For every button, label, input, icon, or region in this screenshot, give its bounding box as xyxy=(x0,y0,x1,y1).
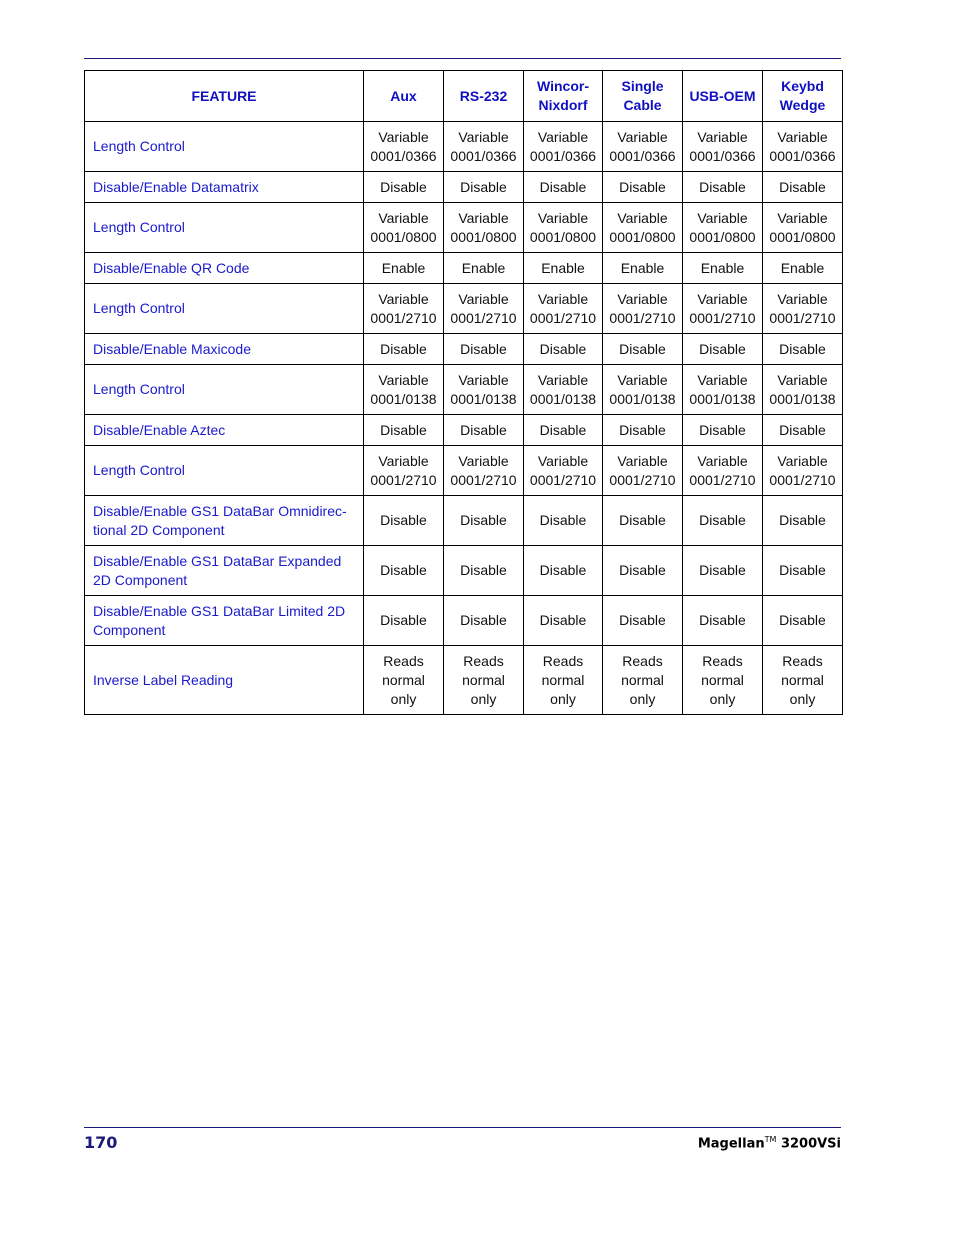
top-rule xyxy=(84,58,841,59)
value-label: Variable 0001/2710 xyxy=(609,290,676,326)
table-body xyxy=(85,122,843,715)
value-label: Disable xyxy=(619,340,666,357)
value-label: Disable xyxy=(539,612,587,628)
value-cell xyxy=(364,203,444,253)
table-row xyxy=(85,646,843,715)
value-cell xyxy=(444,172,524,203)
value-label: Disable xyxy=(380,421,427,438)
value-label: Variable 0001/0366 xyxy=(769,128,836,164)
value-cell xyxy=(524,646,603,715)
value-label: Reads normal only xyxy=(541,652,585,707)
value-cell xyxy=(683,596,763,646)
header-usb-oem-label: USB-OEM xyxy=(689,87,756,104)
value-label: Enable xyxy=(700,259,745,276)
value-label: Variable 0001/0138 xyxy=(769,371,836,407)
bottom-rule xyxy=(84,1127,841,1128)
value-label: Disable xyxy=(460,421,507,438)
feature-link[interactable] xyxy=(85,365,364,415)
value-cell xyxy=(603,122,683,172)
value-cell xyxy=(603,253,683,284)
value-label: Reads normal only xyxy=(382,652,425,707)
value-label: Disable xyxy=(380,178,427,195)
product-name: Magellan xyxy=(697,1136,765,1152)
feature-label[interactable]: Disable/Enable Maxicode xyxy=(93,340,251,357)
feature-label[interactable]: Length Control xyxy=(93,300,185,316)
value-label: Disable xyxy=(779,421,826,438)
value-cell xyxy=(763,284,843,334)
feature-label[interactable]: Disable/Enable QR Code xyxy=(93,259,250,276)
value-label: Disable xyxy=(619,178,666,195)
value-cell xyxy=(364,172,444,203)
table-row xyxy=(85,496,843,546)
value-label: Disable xyxy=(380,512,427,528)
table-row xyxy=(85,546,843,596)
feature-label[interactable]: Disable/Enable Aztec xyxy=(93,421,226,438)
value-cell xyxy=(683,284,763,334)
value-cell xyxy=(364,253,444,284)
value-cell xyxy=(524,415,603,446)
feature-link[interactable] xyxy=(85,172,364,203)
value-cell xyxy=(524,496,603,546)
value-label: Variable 0001/0138 xyxy=(689,371,756,407)
value-label: Disable xyxy=(619,562,666,578)
table-row xyxy=(85,203,843,253)
header-aux-label: Aux xyxy=(390,87,417,104)
value-label: Disable xyxy=(619,612,666,628)
value-label: Disable xyxy=(699,512,746,528)
value-cell xyxy=(444,284,524,334)
value-label: Enable xyxy=(461,259,506,276)
value-label: Disable xyxy=(699,612,746,628)
table-row xyxy=(85,415,843,446)
value-cell xyxy=(524,253,603,284)
feature-link[interactable] xyxy=(85,334,364,365)
value-label: Variable 0001/2710 xyxy=(450,290,517,326)
value-label: Disable xyxy=(619,421,666,438)
value-cell xyxy=(524,284,603,334)
value-cell xyxy=(444,122,524,172)
header-wincor-nixdorf-label: Wincor- Nixdorf xyxy=(537,78,589,113)
header-wincor-nixdorf xyxy=(524,71,603,122)
header-row xyxy=(85,71,843,122)
table-row xyxy=(85,253,843,284)
feature-link[interactable] xyxy=(85,284,364,334)
table-row xyxy=(85,284,843,334)
value-cell xyxy=(763,596,843,646)
value-cell xyxy=(603,496,683,546)
value-label: Variable 0001/0800 xyxy=(769,209,836,245)
value-cell xyxy=(603,172,683,203)
value-label: Reads normal only xyxy=(781,652,824,707)
value-cell xyxy=(364,596,444,646)
value-label: Disable xyxy=(699,178,746,195)
value-label: Variable 0001/0366 xyxy=(689,128,756,164)
value-label: Disable xyxy=(779,562,826,578)
value-cell xyxy=(524,446,603,496)
value-cell xyxy=(364,365,444,415)
feature-link[interactable] xyxy=(85,415,364,446)
value-cell xyxy=(524,365,603,415)
value-label: Variable 0001/0800 xyxy=(529,209,597,245)
value-label: Variable 0001/0366 xyxy=(370,128,437,164)
value-cell xyxy=(683,253,763,284)
value-label: Disable xyxy=(539,562,587,578)
value-cell xyxy=(683,546,763,596)
value-label: Disable xyxy=(539,421,587,438)
value-label: Disable xyxy=(779,512,826,528)
value-label: Disable xyxy=(380,612,427,628)
value-label: Disable xyxy=(699,421,746,438)
table-row xyxy=(85,446,843,496)
value-label: Reads normal only xyxy=(621,652,664,707)
value-cell xyxy=(364,415,444,446)
value-label: Disable xyxy=(380,340,427,357)
value-label: Reads normal only xyxy=(701,652,744,707)
value-cell xyxy=(603,365,683,415)
value-label: Disable xyxy=(779,178,826,195)
value-cell xyxy=(763,334,843,365)
value-label: Disable xyxy=(460,340,507,357)
value-cell xyxy=(524,203,603,253)
feature-label[interactable]: Disable/Enable Datamatrix xyxy=(93,178,259,195)
value-cell xyxy=(683,646,763,715)
value-cell xyxy=(364,446,444,496)
value-cell xyxy=(444,646,524,715)
feature-link[interactable] xyxy=(85,203,364,253)
value-label: Disable xyxy=(460,562,507,578)
feature-link[interactable] xyxy=(85,596,364,646)
value-label: Variable 0001/0138 xyxy=(609,371,676,407)
feature-link[interactable] xyxy=(85,253,364,284)
value-cell xyxy=(444,546,524,596)
value-label: Disable xyxy=(380,562,427,578)
value-cell xyxy=(763,446,843,496)
value-cell xyxy=(683,496,763,546)
value-label: Disable xyxy=(539,512,587,528)
feature-link[interactable] xyxy=(85,646,364,715)
value-label: Enable xyxy=(620,259,665,276)
table-row xyxy=(85,122,843,172)
feature-link[interactable] xyxy=(85,546,364,596)
value-cell xyxy=(763,122,843,172)
feature-label[interactable]: Length Control xyxy=(93,462,185,478)
value-cell xyxy=(763,646,843,715)
value-cell xyxy=(364,496,444,546)
value-cell xyxy=(603,203,683,253)
value-label: Disable xyxy=(779,612,826,628)
value-label: Disable xyxy=(619,512,666,528)
value-label: Enable xyxy=(541,259,585,276)
value-cell xyxy=(444,415,524,446)
value-cell xyxy=(524,172,603,203)
value-cell xyxy=(364,122,444,172)
value-label: Variable 0001/2710 xyxy=(370,452,437,488)
value-cell xyxy=(444,365,524,415)
value-label: Variable 0001/2710 xyxy=(450,452,517,488)
value-label: Variable 0001/0138 xyxy=(450,371,517,407)
value-cell xyxy=(524,122,603,172)
value-cell xyxy=(364,546,444,596)
value-cell xyxy=(763,546,843,596)
value-cell xyxy=(683,122,763,172)
footer-product-name xyxy=(698,1135,841,1151)
feature-label[interactable]: Disable/Enable GS1 DataBar Expanded 2D Component xyxy=(93,552,342,588)
value-cell xyxy=(603,334,683,365)
value-label: Enable xyxy=(381,259,426,276)
header-aux xyxy=(364,71,444,122)
value-cell xyxy=(603,284,683,334)
value-cell xyxy=(444,203,524,253)
value-cell xyxy=(683,172,763,203)
value-label: Variable 0001/0800 xyxy=(689,209,756,245)
header-single-cable xyxy=(603,71,683,122)
value-cell xyxy=(683,446,763,496)
value-cell xyxy=(524,546,603,596)
value-cell xyxy=(444,334,524,365)
feature-link[interactable] xyxy=(85,496,364,546)
table-row xyxy=(85,596,843,646)
value-label: Variable 0001/0800 xyxy=(370,209,437,245)
value-cell xyxy=(603,446,683,496)
header-usb-oem xyxy=(683,71,763,122)
value-label: Disable xyxy=(699,562,746,578)
header-feature xyxy=(85,71,364,122)
value-label: Variable 0001/2710 xyxy=(769,452,836,488)
value-label: Disable xyxy=(460,612,507,628)
feature-link[interactable] xyxy=(85,122,364,172)
value-cell xyxy=(683,415,763,446)
value-label: Disable xyxy=(779,340,826,357)
value-cell xyxy=(524,596,603,646)
value-cell xyxy=(763,496,843,546)
feature-label[interactable]: Inverse Label Reading xyxy=(93,671,234,688)
value-label: Variable 0001/0366 xyxy=(529,128,597,164)
header-rs232-label: RS-232 xyxy=(459,87,508,104)
value-label: Disable xyxy=(460,512,507,528)
value-cell xyxy=(603,646,683,715)
feature-label[interactable]: Length Control xyxy=(93,381,185,397)
header-keybd-wedge-label: Keybd Wedge xyxy=(779,78,826,113)
value-label: Variable 0001/2710 xyxy=(689,290,756,326)
value-cell xyxy=(364,284,444,334)
value-cell xyxy=(763,203,843,253)
value-label: Variable 0001/2710 xyxy=(689,452,756,488)
header-rs232 xyxy=(444,71,524,122)
value-label: Variable 0001/0800 xyxy=(450,209,517,245)
value-cell xyxy=(763,415,843,446)
value-label: Variable 0001/0800 xyxy=(609,209,676,245)
value-label: Variable 0001/0138 xyxy=(370,371,437,407)
value-label: Variable 0001/2710 xyxy=(529,290,597,326)
table-row xyxy=(85,365,843,415)
feature-label[interactable]: Length Control xyxy=(93,219,185,235)
header-feature-label: FEATURE xyxy=(191,87,257,104)
value-label: Variable 0001/0138 xyxy=(529,371,597,407)
feature-label[interactable]: Length Control xyxy=(93,138,185,154)
value-cell xyxy=(683,334,763,365)
value-cell xyxy=(763,365,843,415)
value-cell xyxy=(763,172,843,203)
value-label: Disable xyxy=(460,178,507,195)
value-cell xyxy=(444,496,524,546)
value-cell xyxy=(364,334,444,365)
value-label: Disable xyxy=(539,178,587,195)
feature-table xyxy=(84,70,843,715)
value-label: Disable xyxy=(699,340,746,357)
value-label: Variable 0001/2710 xyxy=(769,290,836,326)
header-keybd-wedge xyxy=(763,71,843,122)
value-label: Enable xyxy=(780,259,825,276)
value-cell xyxy=(444,446,524,496)
value-cell xyxy=(603,546,683,596)
value-label: Reads normal only xyxy=(462,652,505,707)
value-cell xyxy=(444,253,524,284)
value-label: Variable 0001/2710 xyxy=(609,452,676,488)
value-cell xyxy=(683,365,763,415)
header-single-cable-label: Single Cable xyxy=(621,78,664,113)
value-cell xyxy=(364,646,444,715)
value-cell xyxy=(603,415,683,446)
value-cell xyxy=(603,596,683,646)
value-label: Disable xyxy=(539,340,587,357)
table-row xyxy=(85,172,843,203)
value-label: Variable 0001/0366 xyxy=(609,128,676,164)
feature-label[interactable]: Disable/Enable GS1 DataBar Omnidirec- tional 2D Component xyxy=(93,502,347,538)
value-cell xyxy=(444,596,524,646)
value-cell xyxy=(763,253,843,284)
value-label: Variable 0001/2710 xyxy=(370,290,437,326)
value-label: Variable 0001/2710 xyxy=(529,452,597,488)
table-row xyxy=(85,334,843,365)
value-label: Variable 0001/0366 xyxy=(450,128,517,164)
feature-label[interactable]: Disable/Enable GS1 DataBar Limited 2D Component xyxy=(93,602,346,638)
feature-link[interactable] xyxy=(85,446,364,496)
product-model: 3200VSi xyxy=(780,1136,841,1152)
trademark-mark: TM xyxy=(764,1135,777,1144)
value-cell xyxy=(683,203,763,253)
page-number: 170 xyxy=(84,1133,118,1152)
value-cell xyxy=(524,334,603,365)
